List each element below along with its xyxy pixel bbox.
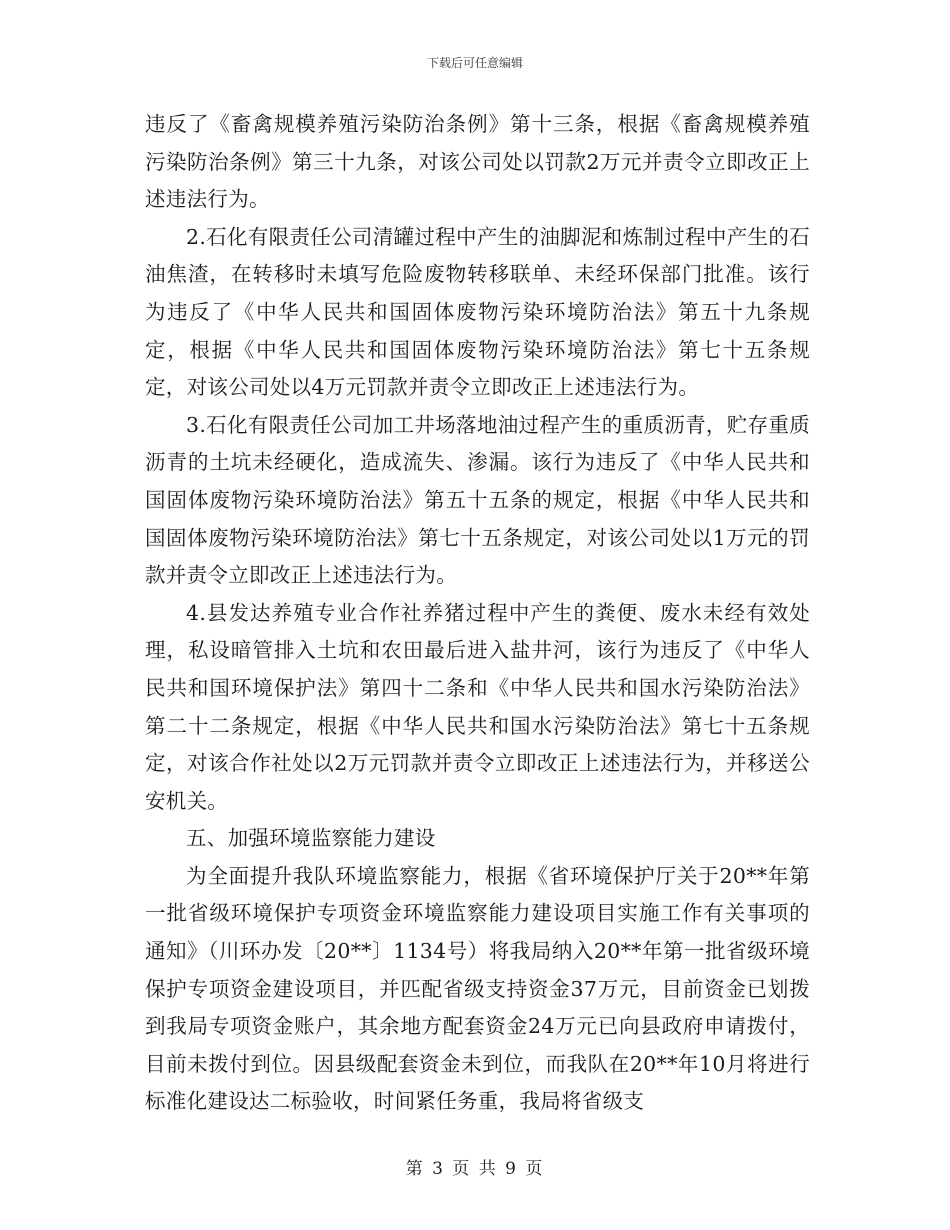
paragraph-capacity-building: 为全面提升我队环境监察能力，根据《省环境保护厅关于20**年第一批省级环境保护专项资金环境监察能力建设项目实施工作有关事项的通知》（川环办发〔20**〕1134号）将我局纳入20**年第一批省级环境保护专项资金建设项目，并匹配省级支持资金37万元，目前资金已划拨到我局专项资金账户，其余地方配套资金24万元已向县政府申请拨付，目前未拨付到位。因县级配套资金未到位，而我队在20**年10月将进行标准化建设达二标验收，时间紧任务重，我局将省级支 bbox=[145, 863, 810, 1114]
paragraph-item-2: 2.石化有限责任公司清罐过程中产生的油脚泥和炼制过程中产生的石油焦渣，在转移时未填写危险废物转移联单、未经环保部门批准。该行为违反了《中华人民共和国固体废物污染环境防治法》第五十九条规定，根据《中华人民共和国固体废物污染环境防治法》第七十五条规定，对该公司处以4万元罚款并责令立即改正上述违法行为。 bbox=[145, 224, 810, 400]
paragraph-continuation: 违反了《畜禽规模养殖污染防治条例》第十三条，根据《畜禽规模养殖污染防治条例》第三十九条，对该公司处以罚款2万元并责令立即改正上述违法行为。 bbox=[145, 112, 810, 212]
document-body bbox=[145, 106, 810, 1121]
page-number-footer: 第 3 页 共 9 页 bbox=[405, 1159, 545, 1179]
paragraph-item-3: 3.石化有限责任公司加工井场落地油过程产生的重质沥青，贮存重质沥青的土坑未经硬化，造成流失、渗漏。该行为违反了《中华人民共和国固体废物污染环境防治法》第五十五条的规定，根据《中华人民共和国固体废物污染环境防治法》第七十五条规定，对该公司处以1万元的罚款并责令立即改正上述违法行为。 bbox=[145, 412, 810, 588]
section-heading-5: 五、加强环境监察能力建设 bbox=[186, 826, 436, 851]
page-header: 下载后可任意编辑 bbox=[426, 56, 523, 70]
paragraph-item-4: 4.县发达养殖专业合作社养猪过程中产生的粪便、废水未经有效处理，私设暗管排入土坑和农田最后进入盐井河，该行为违反了《中华人民共和国环境保护法》第四十二条和《中华人民共和国水污染防治法》第二十二条规定，根据《中华人民共和国水污染防治法》第七十五条规定，对该合作社处以2万元罚款并责令立即改正上述违法行为，并移送公安机关。 bbox=[145, 600, 810, 813]
